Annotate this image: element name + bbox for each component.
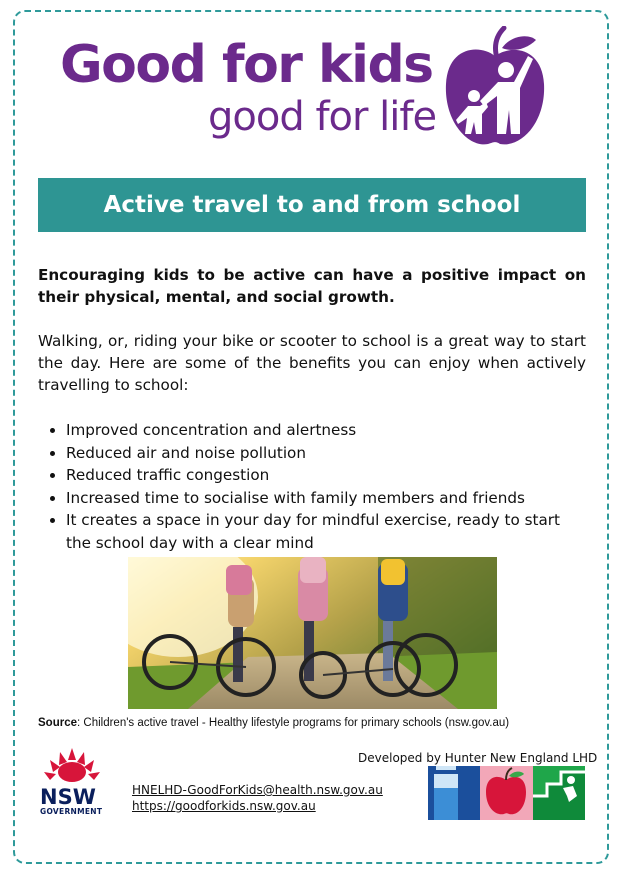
list-item: It creates a space in your day for mindful exercise, ready to start the school day with a clear mind — [44, 509, 589, 554]
developed-by: Developed by Hunter New England LHD — [358, 751, 598, 765]
list-item: Increased time to socialise with family members and friends — [44, 487, 589, 510]
contact-links — [132, 782, 383, 814]
children-riding-bikes-photo — [128, 557, 497, 709]
list-item: Reduced traffic congestion — [44, 464, 589, 487]
water-bottle-icon — [428, 766, 480, 820]
list-item: Reduced air and noise pollution — [44, 442, 589, 465]
logo-tagline: good for life — [208, 94, 437, 140]
source-citation — [38, 717, 598, 729]
page-title: Active travel to and from school — [103, 192, 521, 218]
nsw-wordmark: NSW — [40, 785, 96, 809]
source-label: Source — [38, 717, 77, 729]
waratah-icon — [36, 746, 108, 786]
running-figure-icon — [533, 766, 585, 820]
program-tiles — [428, 766, 585, 820]
logo-title: Good for kids — [60, 35, 433, 95]
good-for-kids-logo — [60, 30, 550, 150]
apple-icon — [480, 766, 532, 820]
nsw-government-label: GOVERNMENT — [40, 807, 103, 816]
list-item: Improved concentration and alertness — [44, 419, 589, 442]
email-link[interactable]: HNELHD-GoodForKids@health.nsw.gov.au — [132, 783, 383, 797]
benefits-list — [44, 419, 589, 554]
apple-family-icon — [440, 26, 550, 150]
intro-paragraph: Walking, or, riding your bike or scooter to school is a great way to start the day. Here are some of the benefits you can enjoy when actively travelling to school: — [38, 332, 586, 394]
website-link[interactable]: https://goodforkids.nsw.gov.au — [132, 799, 316, 813]
source-text: : Children's active travel - Healthy lifestyle programs for primary schools (nsw.gov.au) — [77, 717, 510, 729]
lead-paragraph: Encouraging kids to be active can have a positive impact on their physical, mental, and social growth. — [38, 266, 586, 306]
page-title-banner — [38, 178, 586, 232]
